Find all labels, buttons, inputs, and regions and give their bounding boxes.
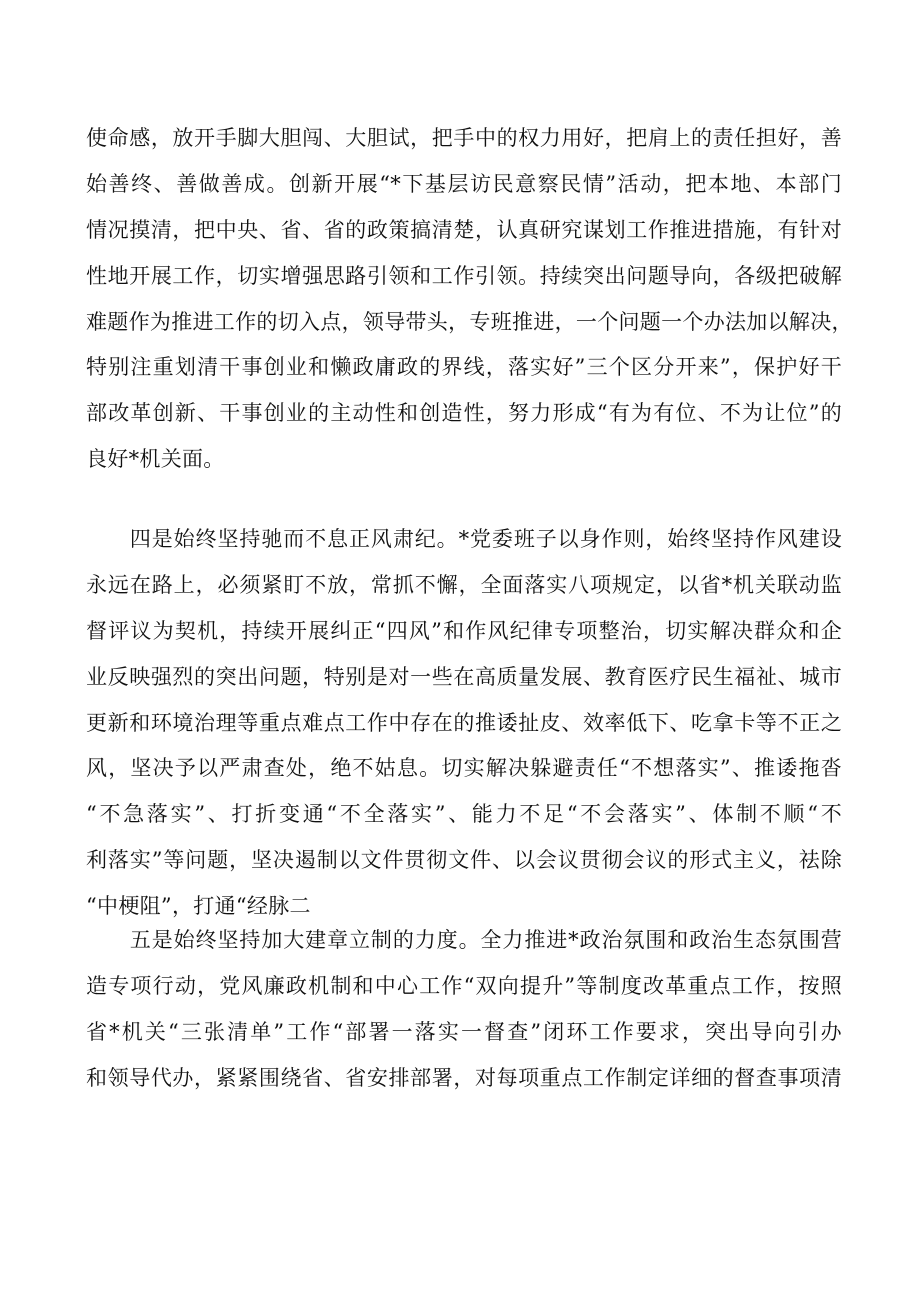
text-line: 业反映强烈的突出问题，特别是对一些在高质量发展、教育医疗民生福祉、城市 xyxy=(86,664,842,689)
text-line: 永远在路上，必须紧盯不放，常抓不懈，全面落实八项规定，以省*机关联动监 xyxy=(86,572,842,597)
text-line: 利落实”等问题，坚决遏制以文件贯彻文件、以会议贯彻会议的形式主义，祛除 xyxy=(86,848,842,873)
text-line: 难题作为推进工作的切入点，领导带头，专班推进，一个问题一个办法加以解决， xyxy=(86,309,853,334)
text-line: 风，坚决予以严肃查处，绝不姑息。切实解决躲避责任“不想落实”、推诿拖沓 xyxy=(86,756,842,781)
text-line: 部改革创新、干事创业的主动性和创造性，努力形成“有为有位、不为让位”的 xyxy=(86,401,842,426)
text-line: 情况摸清，把中央、省、省的政策搞清楚，认真研究谋划工作推进措施，有针对 xyxy=(86,217,842,242)
text-line: 和领导代办，紧紧围绕省、省安排部署，对每项重点工作制定详细的督查事项清 xyxy=(86,1065,842,1090)
paragraph-2 xyxy=(86,517,842,930)
text-line: 督评议为契机，持续开展纠正“四风”和作风纪律专项整治，切实解决群众和企 xyxy=(86,618,842,643)
text-line: 始善终、善做善成。创新开展“*下基层访民意察民情”活动，把本地、本部门 xyxy=(86,171,842,196)
text-line: 性地开展工作，切实增强思路引领和工作引领。持续突出问题导向，各级把破解 xyxy=(86,263,842,288)
text-line: “中梗阻”，打通“经脉二 xyxy=(86,894,311,919)
paragraph-1 xyxy=(86,116,853,483)
text-line: 特别注重划清干事创业和懒政庸政的界线，落实好”三个区分开来”，保护好干 xyxy=(86,355,842,380)
text-line: 使命感，放开手脚大胆闯、大胆试，把手中的权力用好，把肩上的责任担好，善 xyxy=(86,126,842,150)
text-line: “不急落实”、打折变通“不全落实”、能力不足“不会落实”、体制不顺“不 xyxy=(86,802,842,827)
text-line: 四是始终坚持驰而不息正风肃纪。*党委班子以身作则，始终坚持作风建设 xyxy=(86,527,842,551)
text-line: 造专项行动，党风廉政机制和中心工作“双向提升”等制度改革重点工作，按照 xyxy=(86,973,842,998)
text-line: 更新和环境治理等重点难点工作中存在的推诿扯皮、效率低下、吃拿卡等不正之 xyxy=(86,710,842,735)
text-line: 省*机关“三张清单”工作“部署一落实一督查”闭环工作要求，突出导向引办 xyxy=(86,1019,842,1044)
paragraph-3 xyxy=(86,918,842,1102)
text-line: 良好*机关面。 xyxy=(86,447,225,472)
text-line: 五是始终坚持加大建章立制的力度。全力推进*政治氛围和政治生态氛围营 xyxy=(86,928,842,952)
